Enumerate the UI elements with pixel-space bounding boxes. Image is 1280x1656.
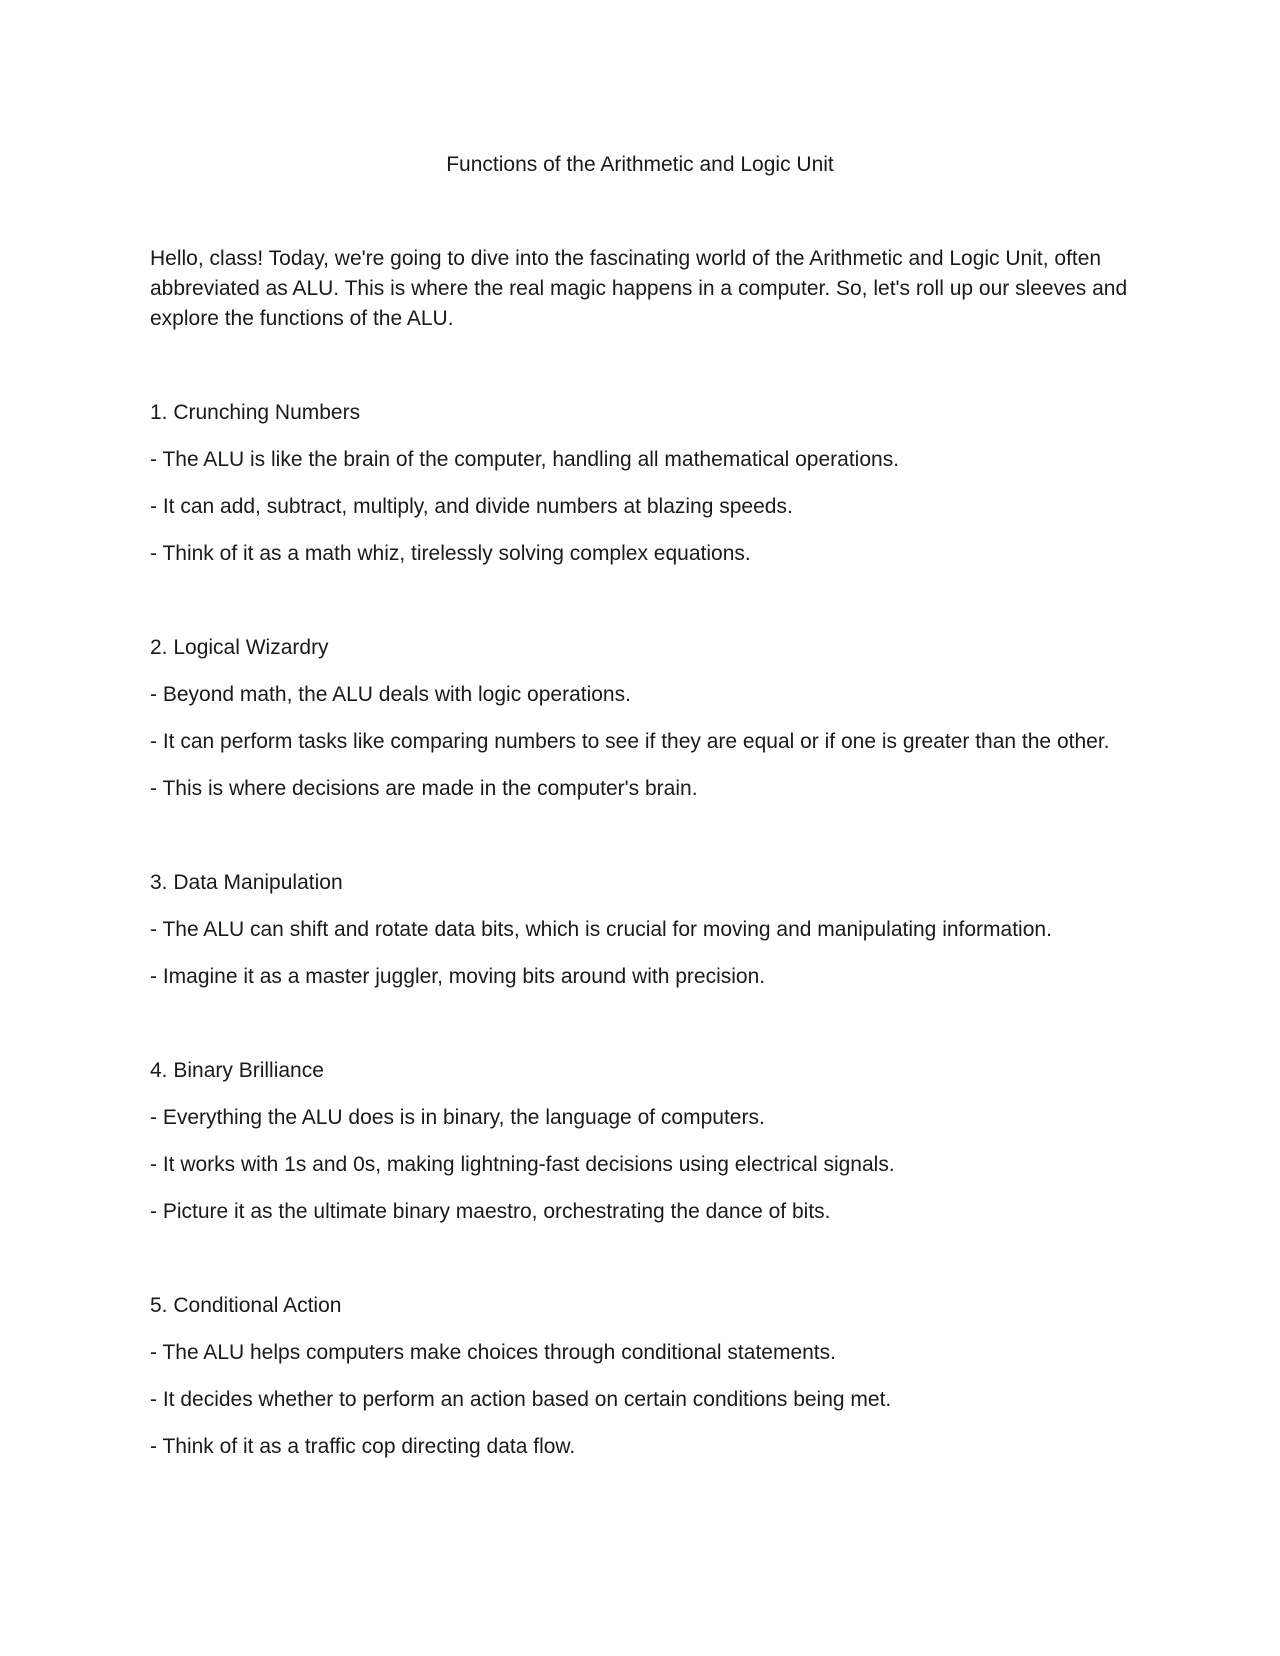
bullet-item: - This is where decisions are made in the computer's brain. — [150, 777, 698, 800]
bullet-item: - Beyond math, the ALU deals with logic operations. — [150, 683, 631, 706]
bullet-item: - Everything the ALU does is in binary, the language of computers. — [150, 1106, 765, 1129]
section-heading: 3. Data Manipulation — [150, 871, 343, 894]
document-body — [150, 244, 1130, 1462]
section-crunching-numbers — [150, 398, 1130, 569]
bullet-item: - Picture it as the ultimate binary maestro, orchestrating the dance of bits. — [150, 1200, 831, 1223]
section-conditional-action — [150, 1291, 1130, 1462]
section-heading: 5. Conditional Action — [150, 1294, 342, 1317]
bullet-item: - The ALU is like the brain of the computer, handling all mathematical operations. — [150, 448, 900, 471]
section-binary-brilliance — [150, 1056, 1130, 1227]
bullet-item: - It works with 1s and 0s, making lightning-fast decisions using electrical signals. — [150, 1153, 895, 1176]
section-heading: 4. Binary Brilliance — [150, 1059, 324, 1082]
document-title: Functions of the Arithmetic and Logic Unit — [446, 153, 834, 176]
section-heading: 1. Crunching Numbers — [150, 401, 361, 424]
intro-paragraph: Hello, class! Today, we're going to dive into the fascinating world of the Arithmetic and Logic Unit, often abbreviated as ALU. This is where the real magic happens in a computer. So, let's roll up our sleeves and explore the functions of the ALU. — [150, 247, 1128, 330]
bullet-item: - Imagine it as a master juggler, moving bits around with precision. — [150, 965, 766, 988]
bullet-item: - The ALU can shift and rotate data bits, which is crucial for moving and manipulating information. — [150, 918, 1052, 941]
bullet-item: - Think of it as a math whiz, tirelessly solving complex equations. — [150, 542, 751, 565]
bullet-item: - The ALU helps computers make choices through conditional statements. — [150, 1341, 836, 1364]
section-heading: 2. Logical Wizardry — [150, 636, 329, 659]
section-logical-wizardry — [150, 633, 1130, 804]
bullet-item: - It decides whether to perform an action based on certain conditions being met. — [150, 1388, 892, 1411]
bullet-item: - Think of it as a traffic cop directing data flow. — [150, 1435, 576, 1458]
bullet-item: - It can perform tasks like comparing numbers to see if they are equal or if one is greater than the other. — [150, 730, 1110, 753]
bullet-item: - It can add, subtract, multiply, and divide numbers at blazing speeds. — [150, 495, 793, 518]
section-data-manipulation — [150, 868, 1130, 992]
